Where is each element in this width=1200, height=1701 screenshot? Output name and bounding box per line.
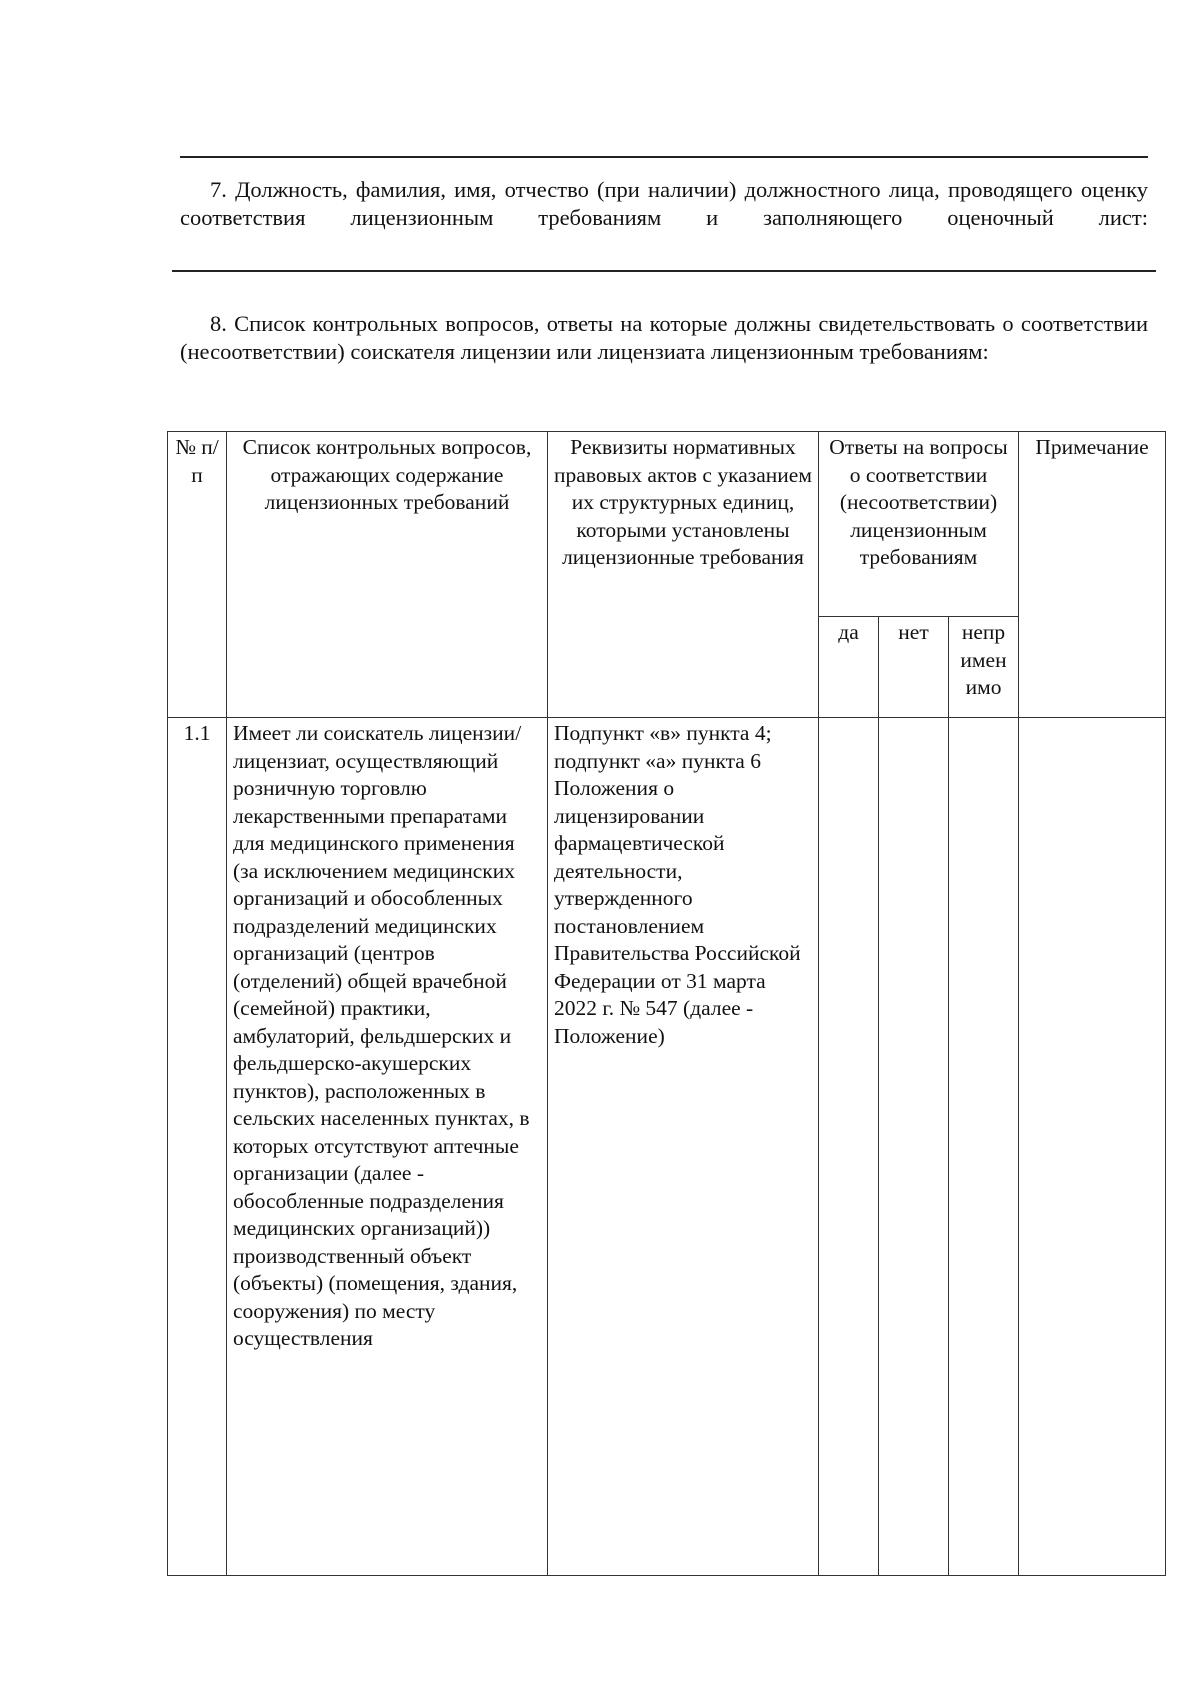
section-7-text: 7. Должность, фамилия, имя, отчество (при наличии) должностного лица, проводящего оценку соответствия лицензионным требованиям и заполняющего оценочный лист: [180, 177, 1148, 230]
row-num: 1.1 [168, 718, 227, 1576]
header-yes: да [819, 617, 879, 718]
header-not-applicable: непр имен имо [949, 617, 1019, 718]
header-no: нет [879, 617, 949, 718]
header-questions: Список контрольных вопросов, отражающих содержание лицензионных требований [227, 432, 548, 718]
table-row [168, 718, 1166, 1576]
header-num: № п/п [168, 432, 227, 718]
row-answer-no[interactable] [879, 718, 949, 1576]
header-answers: Ответы на вопросы о соответствии (несоответствии) лицензионным требованиям [819, 432, 1019, 617]
header-row [168, 432, 1166, 617]
row-answer-yes[interactable] [819, 718, 879, 1576]
section-8-text: 8. Список контрольных вопросов, ответы на которые должны свидетельствовать о соответствии (несоответствии) соискателя лицензии или лицензиата лицензионным требованиям: [180, 311, 1148, 364]
row-note[interactable] [1019, 718, 1166, 1576]
top-blank-line [180, 156, 1148, 158]
header-requisites: Реквизиты нормативных правовых актов с указанием их структурных единиц, которыми установлены лицензионные требования [548, 432, 819, 718]
header-notes: Примечание [1019, 432, 1166, 718]
row-answer-not-applicable[interactable] [949, 718, 1019, 1576]
section-7-paragraph [180, 176, 1148, 231]
row-question: Имеет ли соискатель лицензии/лицензиат, осуществляющий розничную торговлю лекарственными препаратами для медицинского применения (за исключением медицинских организаций и обособленных подразделений медицинских организаций (центров (отделений) общей врачебной (семейной) практики, амбулаторий, фельдшерских и фельдшерско-акушерских пунктов), расположенных в сельских населенных пунктах, в которых отсутствуют аптечные организации (далее - обособленные подразделения медицинских организаций)) производственный объект (объекты) (помещения, здания, сооружения) по месту осуществления [227, 718, 548, 1576]
checklist-table [167, 431, 1166, 1576]
row-requisites: Подпункт «в» пункта 4; подпункт «а» пункта 6 Положения о лицензировании фармацевтической деятельности, утвержденного постановлением Правительства Российской Федерации от 31 марта 2022 г. № 547 (далее - Положение) [548, 718, 819, 1576]
section-8-paragraph [180, 310, 1148, 365]
official-name-blank-line [172, 270, 1156, 272]
